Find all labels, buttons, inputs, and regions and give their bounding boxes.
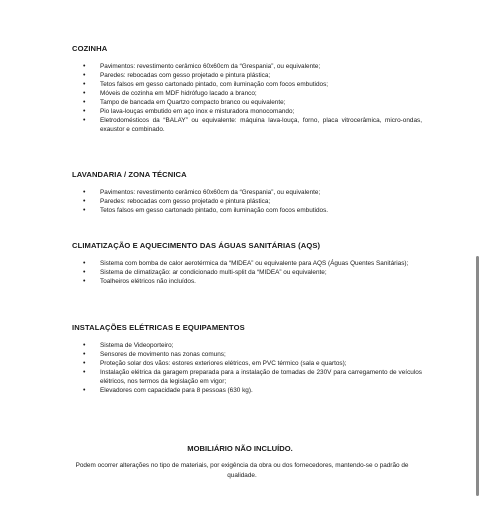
list-item: • Tetos falsos em gesso cartonado pintado, com iluminação com focos embutidos.: [72, 206, 422, 215]
list-item: • Eletrodomésticos da “BALAY” ou equivalente: máquina lava-louça, forno, placa vitrocerâmica, micro-ondas, exaustor e combinado.: [72, 116, 422, 134]
section-cozinha: [72, 44, 422, 134]
bullet-list: [72, 341, 422, 395]
list-item: • Pavimentos: revestimento cerâmico 60x60cm da “Grespania”, ou equivalente;: [72, 62, 422, 71]
list-item: • Elevadores com capacidade para 8 pessoas (630 kg).: [72, 386, 422, 395]
footer-note: Podem ocorrer alterações no tipo de materiais, por exigência da obra ou dos fornecedores, mantendo-se o padrão de qualidade.: [75, 462, 409, 479]
section-heading: COZINHA: [72, 44, 108, 53]
section-heading: CLIMATIZAÇÃO E AQUECIMENTO DAS ÁGUAS SANITÁRIAS (AQS): [72, 241, 321, 250]
section-heading: INSTALAÇÕES ELÉTRICAS E EQUIPAMENTOS: [72, 323, 245, 332]
list-item: • Sistema de climatização: ar condicionado multi-split da “MIDEA” ou equivalente;: [72, 268, 422, 277]
bullet-list: [72, 188, 422, 215]
bullet-list: [72, 62, 422, 134]
list-item: • Tampo de bancada em Quartzo compacto branco ou equivalente;: [72, 98, 422, 107]
section-instalacoes: [72, 323, 422, 395]
section-heading: LAVANDARIA / ZONA TÉCNICA: [72, 170, 187, 179]
list-item: • Pavimentos: revestimento cerâmico 60x60cm da “Grespania”, ou equivalente;: [72, 188, 422, 197]
list-item: • Pio lava-louças embutido em aço inox e misturadora monocomando;: [72, 107, 422, 116]
list-item: • Sistema de Videoporteiro;: [72, 341, 422, 350]
scrollbar[interactable]: [476, 256, 479, 496]
list-item: • Móveis de cozinha em MDF hidrófugo lacado a branco;: [72, 89, 422, 98]
list-item: • Paredes: rebocadas com gesso projetado e pintura plástica;: [72, 197, 422, 206]
list-item: • Tetos falsos em gesso cartonado pintado, com iluminação com focos embutidos;: [72, 80, 422, 89]
list-item: • Sistema com bomba de calor aerotérmica da “MIDEA” ou equivalente para AQS (Águas Quentes Sanitárias);: [72, 259, 422, 268]
list-item: • Sensores de movimento nas zonas comuns;: [72, 350, 422, 359]
list-item: • Toalheiros elétricos não incluídos.: [72, 277, 422, 286]
section-lavandaria: [72, 170, 422, 215]
section-climatizacao: [72, 241, 422, 286]
list-item: • Instalação elétrica da garagem preparada para a instalação de tomadas de 230V para carregamento de veículos elétricos, nos termos da legislação em vigor;: [72, 368, 422, 386]
bullet-list: [72, 259, 422, 286]
footer-title: MOBILIÁRIO NÃO INCLUÍDO.: [187, 444, 293, 453]
list-item: • Paredes: rebocadas com gesso projetado e pintura plástica;: [72, 71, 422, 80]
list-item: • Proteção solar dos vãos: estores exteriores elétricos, em PVC térmico (sala e quartos);: [72, 359, 422, 368]
